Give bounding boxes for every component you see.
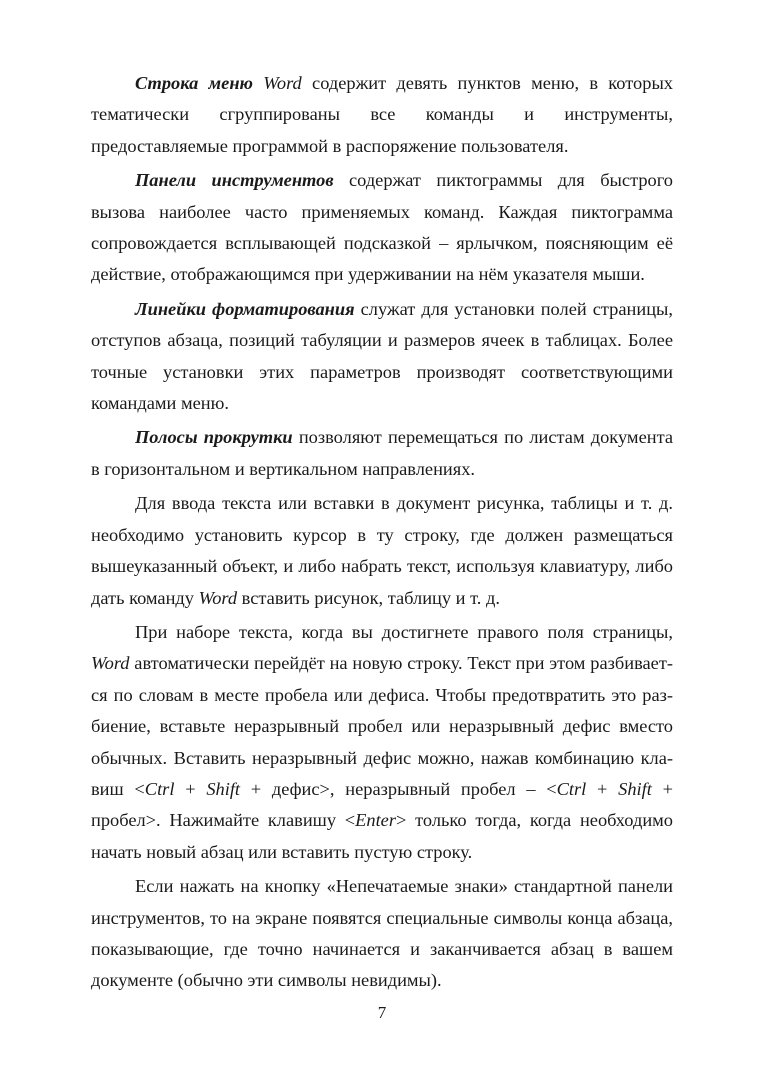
paragraph-nonprinting [91, 871, 673, 997]
key-enter: Enter [355, 810, 396, 831]
paragraph-text: автоматически перейдёт на новую строку. Текст при этом разбивается по словам в месте пробела или дефиса. Чтобы предотвратить это разбиение, вставьте неразрывный пробел или неразрывный дефис вместо обычных. Вставить неразрывный дефис можно, нажав комбинацию клавиш < [91, 653, 673, 799]
paragraph-typing [91, 617, 673, 868]
key-shift: Shift [206, 778, 241, 799]
paragraph-text: + дефис>, неразрывный пробел – < [240, 778, 557, 799]
paragraph-text: позволяют перемещаться по листам документа в горизонтальном и вертикальном направлениях. [91, 427, 673, 479]
paragraph-text: > только тогда, когда необходимо начать новый абзац или вставить пустую строку. [91, 810, 673, 862]
term-menu-bar: Строка меню [135, 73, 253, 93]
paragraph-text: Если нажать на кнопку «Непечатаемые знаки» стандартной панели инструментов, то на экране появятся специальные символы конца абзаца, показывающие, где точно начинается и заканчивается абзац в вашем документе (обычно эти символы невидимы). [91, 876, 673, 991]
key-ctrl: Ctrl [556, 778, 587, 799]
key-plus: + [174, 778, 207, 799]
word-name: Word [263, 73, 302, 93]
paragraph-text: При наборе текста, когда вы достигнете правого поля страницы, [135, 621, 673, 642]
paragraph-toolbars [91, 165, 673, 291]
paragraph-input [91, 488, 673, 614]
word-name: Word [198, 587, 238, 608]
word-name: Word [91, 653, 130, 674]
paragraph-menu-bar [91, 68, 673, 162]
paragraph-text: Для ввода текста или вставки в документ рисунка, таблицы и т. д. необходимо установить курсор в ту строку, где должен размещаться вышеуказанный объект, и либо набрать текст, используя клавиатуру, либо дать команду [91, 493, 673, 608]
paragraph-rulers [91, 294, 673, 420]
body-text [91, 68, 673, 997]
paragraph-scrollbars [91, 422, 673, 485]
paragraph-text: служат для установки полей страницы, отступов абзаца, позиций табуляции и размеров ячеек в таблицах. Более точные установки этих параметров производят соответствующими командами меню. [91, 298, 673, 414]
paragraph-text: содержит девять пунктов меню, в которых тематически сгруппированы все команды и инструменты, предоставляемые программой в распоряжение пользователя. [91, 73, 673, 156]
term-toolbars: Панели инструментов [135, 170, 334, 191]
page-number: 7 [377, 1003, 387, 1022]
key-shift: Shift [618, 778, 652, 799]
paragraph-text: вставить рисунок, таблицу и т. д. [237, 587, 500, 608]
term-rulers: Линейки форматирования [135, 298, 355, 319]
paragraph-text: содержат пиктограммы для быстрого вызова наиболее часто применяемых команд. Каждая пиктограмма сопровождается всплывающей подсказкой – ярлычком, поясняющим её действие, отображающимся при удерживании на нём указателя мыши. [91, 170, 673, 285]
paragraph-text: + пробел>. Нажимайте клавишу < [91, 778, 673, 831]
term-scrollbars: Полосы прокрутки [135, 427, 293, 448]
key-plus: + [586, 778, 619, 799]
key-ctrl: Ctrl [144, 778, 175, 799]
